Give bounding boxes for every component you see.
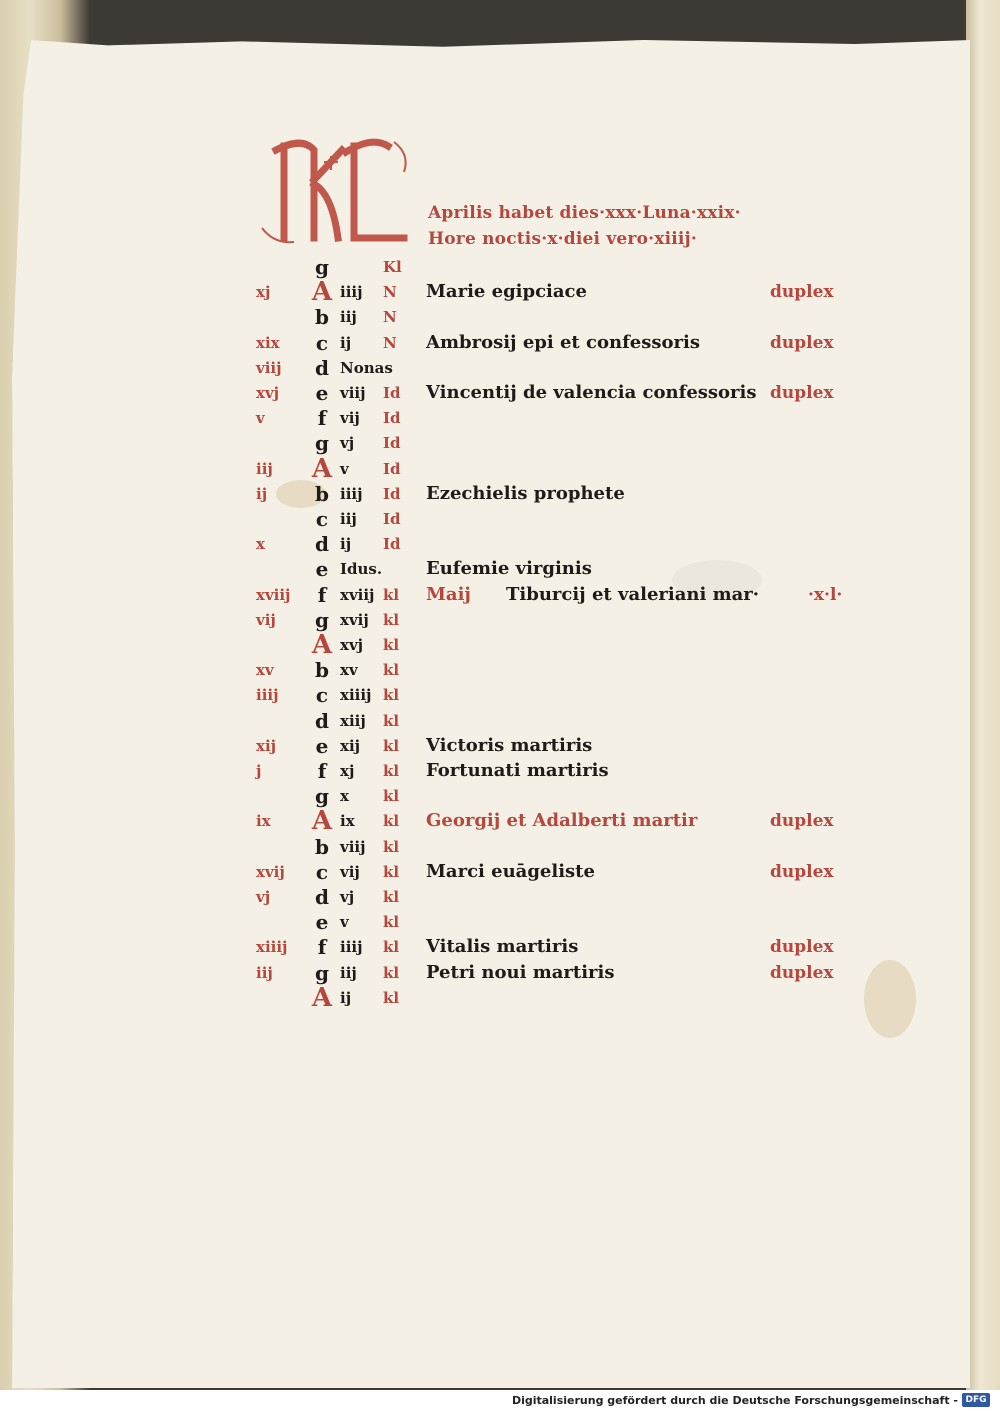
calendar-row [0, 481, 1000, 507]
day-unit: Id [383, 484, 401, 503]
dominical-letter: c [315, 683, 329, 708]
calendar-row [0, 909, 1000, 935]
dominical-letter: g [315, 960, 329, 985]
day-unit: kl [383, 862, 400, 881]
feast-name: Vitalis martiris [426, 936, 579, 958]
day-count: iij [340, 510, 357, 528]
feast-name: Petri noui martiris [426, 961, 615, 983]
day-count: xj [340, 762, 355, 780]
dominical-letter: d [315, 885, 329, 909]
day-count: ix [340, 812, 355, 831]
dominical-letter: f [317, 759, 327, 783]
day-unit: kl [383, 787, 400, 806]
dominical-letter: d [315, 532, 329, 557]
day-unit: kl [383, 888, 400, 906]
day-count: xij [340, 736, 361, 755]
golden-number: viij [256, 358, 282, 377]
day-count: xiij [340, 711, 366, 730]
golden-number: xviij [256, 585, 291, 604]
calendar-row [0, 859, 1000, 885]
feast-name: Marci euāgeliste [426, 860, 595, 882]
dominical-letter: g [315, 607, 329, 632]
feast-rank: duplex [770, 332, 834, 353]
feast-name: Vincentij de valencia confessoris [426, 382, 757, 403]
calendar-row [0, 632, 1000, 658]
dominical-letter: e [315, 910, 329, 935]
calendar-row [0, 834, 1000, 860]
month-name: Maij [426, 583, 471, 605]
calendar-row [0, 453, 1000, 484]
dominical-letter: f [317, 582, 327, 607]
day-count: vij [340, 862, 360, 881]
dominical-letter: A [311, 453, 333, 484]
golden-number: iij [256, 459, 273, 478]
funding-notice: Digitalisierung gefördert durch die Deutsche Forschungsgemeinschaft - [511, 1394, 958, 1407]
day-unit: N [383, 283, 397, 302]
golden-number: ij [256, 484, 268, 503]
calendar-row [0, 607, 1000, 633]
feast-name: Fortunati martiris [426, 760, 609, 781]
day-unit: Id [383, 510, 401, 528]
day-count: xv [340, 661, 358, 680]
month-heading-line-1: Aprilis habet dies·xxx·Luna·xxix· [428, 203, 741, 223]
day-count: iiij [340, 484, 363, 503]
feast-name: Victoris martiris [426, 734, 593, 756]
calendar-row [0, 355, 1000, 381]
feast-rank: duplex [770, 282, 834, 303]
dominical-letter: e [315, 381, 329, 405]
day-count: vj [340, 888, 355, 906]
day-count: Nonas [340, 358, 393, 377]
day-count: viij [340, 837, 366, 856]
day-unit: kl [383, 963, 400, 982]
day-unit: kl [383, 837, 400, 856]
dominical-letter: f [317, 406, 327, 431]
dominical-letter: A [311, 630, 333, 660]
golden-number: xij [256, 736, 277, 755]
initial-text: KL [334, 202, 336, 203]
calendar-row [0, 960, 1000, 986]
calendar-row [0, 556, 1000, 582]
day-count: iiij [340, 283, 363, 302]
golden-number: vij [256, 610, 276, 629]
day-unit: Id [383, 434, 401, 453]
calendar-row [0, 657, 1000, 683]
day-unit: kl [383, 938, 400, 957]
calendar-row [0, 884, 1000, 910]
day-unit: N [383, 308, 397, 327]
feast-name: Tiburcij et valeriani mar· [506, 583, 760, 605]
golden-number: xvj [256, 384, 280, 402]
calendar-row [0, 733, 1000, 759]
golden-number: ix [256, 812, 271, 831]
day-unit: kl [383, 988, 400, 1007]
dominical-letter: A [311, 277, 333, 308]
day-count: ij [340, 535, 352, 554]
calendar-row [0, 304, 1000, 330]
day-unit: kl [383, 585, 400, 604]
day-count: Idus. [340, 560, 383, 579]
calendar-row [0, 982, 1000, 1013]
day-count: xvij [340, 610, 369, 629]
dominical-letter: b [315, 305, 329, 330]
golden-number: iij [256, 963, 273, 982]
day-unit: Kl [383, 258, 402, 276]
golden-number: vj [256, 888, 271, 906]
dominical-letter: g [315, 784, 329, 809]
calendar-row [0, 380, 1000, 406]
dominical-letter: c [315, 507, 329, 531]
calendar-row [0, 934, 1000, 960]
golden-number: j [256, 762, 262, 780]
day-count: iij [340, 963, 357, 982]
day-count: iiij [340, 938, 363, 957]
dominical-letter: e [315, 733, 329, 758]
feast-name: Ezechielis prophete [426, 482, 625, 504]
golden-number: xix [256, 333, 280, 352]
day-count: vij [340, 409, 360, 428]
calendar-row [0, 254, 1000, 280]
golden-number: x [256, 535, 265, 554]
calendar-row [0, 405, 1000, 431]
day-unit: kl [383, 610, 400, 629]
dominical-letter: g [315, 431, 329, 456]
day-count: v [340, 913, 349, 932]
day-unit: N [383, 333, 397, 352]
calendar-row [0, 330, 1000, 356]
day-count: v [340, 459, 349, 478]
golden-number: xj [256, 283, 271, 302]
feast-name: Ambrosij epi et confessoris [426, 331, 700, 353]
dominical-letter: g [315, 255, 329, 279]
day-count: ij [340, 988, 352, 1007]
day-count: xiiij [340, 686, 372, 705]
dominical-letter: b [315, 834, 329, 859]
dominical-letter: c [315, 859, 329, 884]
calendar-row [0, 758, 1000, 784]
day-count: viij [340, 384, 366, 402]
calendar-row [0, 806, 1000, 837]
calendar-row [0, 430, 1000, 456]
day-unit: kl [383, 661, 400, 680]
footer-bar [0, 1390, 1000, 1411]
month-heading-line-2: Hore noctis·x·diei vero·xiiij· [428, 229, 698, 249]
day-unit: kl [383, 636, 400, 654]
feast-name: Eufemie virginis [426, 558, 592, 580]
day-count: x [340, 787, 349, 806]
day-count: xviij [340, 585, 375, 604]
calendar-row [0, 783, 1000, 809]
dominical-letter: b [315, 658, 329, 683]
day-unit: kl [383, 913, 400, 932]
day-count: iij [340, 308, 357, 327]
dominical-letter: A [311, 982, 333, 1013]
calendar-row [0, 506, 1000, 532]
golden-number: iiij [256, 686, 279, 705]
dfg-logo: DFG [962, 1393, 990, 1407]
day-unit: Id [383, 459, 401, 478]
day-unit: Id [383, 535, 401, 554]
day-unit: Id [383, 384, 401, 402]
golden-number: xv [256, 661, 274, 680]
calendar-row [0, 277, 1000, 308]
golden-number: xiiij [256, 938, 288, 957]
day-unit: Id [383, 409, 401, 428]
day-count: ij [340, 333, 352, 352]
dominical-letter: e [315, 557, 329, 582]
day-unit: kl [383, 762, 400, 780]
feast-rank: ·x·l· [808, 584, 843, 605]
feast-rank: duplex [770, 937, 834, 958]
feast-name: Marie egipciace [426, 281, 587, 303]
feast-rank: duplex [770, 861, 834, 882]
calendar-row [0, 582, 1000, 608]
dominical-letter: A [311, 806, 333, 837]
calendar-row [0, 531, 1000, 557]
feast-name: Georgij et Adalberti martir [426, 810, 698, 832]
day-unit: kl [383, 736, 400, 755]
golden-number: v [256, 409, 265, 428]
dominical-letter: d [315, 355, 329, 380]
calendar-row [0, 682, 1000, 708]
calendar-row [0, 708, 1000, 734]
day-unit: kl [383, 711, 400, 730]
golden-number: xvij [256, 862, 285, 881]
feast-rank: duplex [770, 962, 834, 983]
day-unit: kl [383, 812, 400, 831]
dominical-letter: d [315, 708, 329, 733]
dominical-letter: b [315, 481, 329, 506]
feast-rank: duplex [770, 383, 834, 403]
dominical-letter: f [317, 935, 327, 960]
day-unit: kl [383, 686, 400, 705]
day-count: xvj [340, 636, 364, 654]
feast-rank: duplex [770, 811, 834, 832]
dominical-letter: c [315, 330, 329, 355]
day-count: vj [340, 434, 355, 453]
